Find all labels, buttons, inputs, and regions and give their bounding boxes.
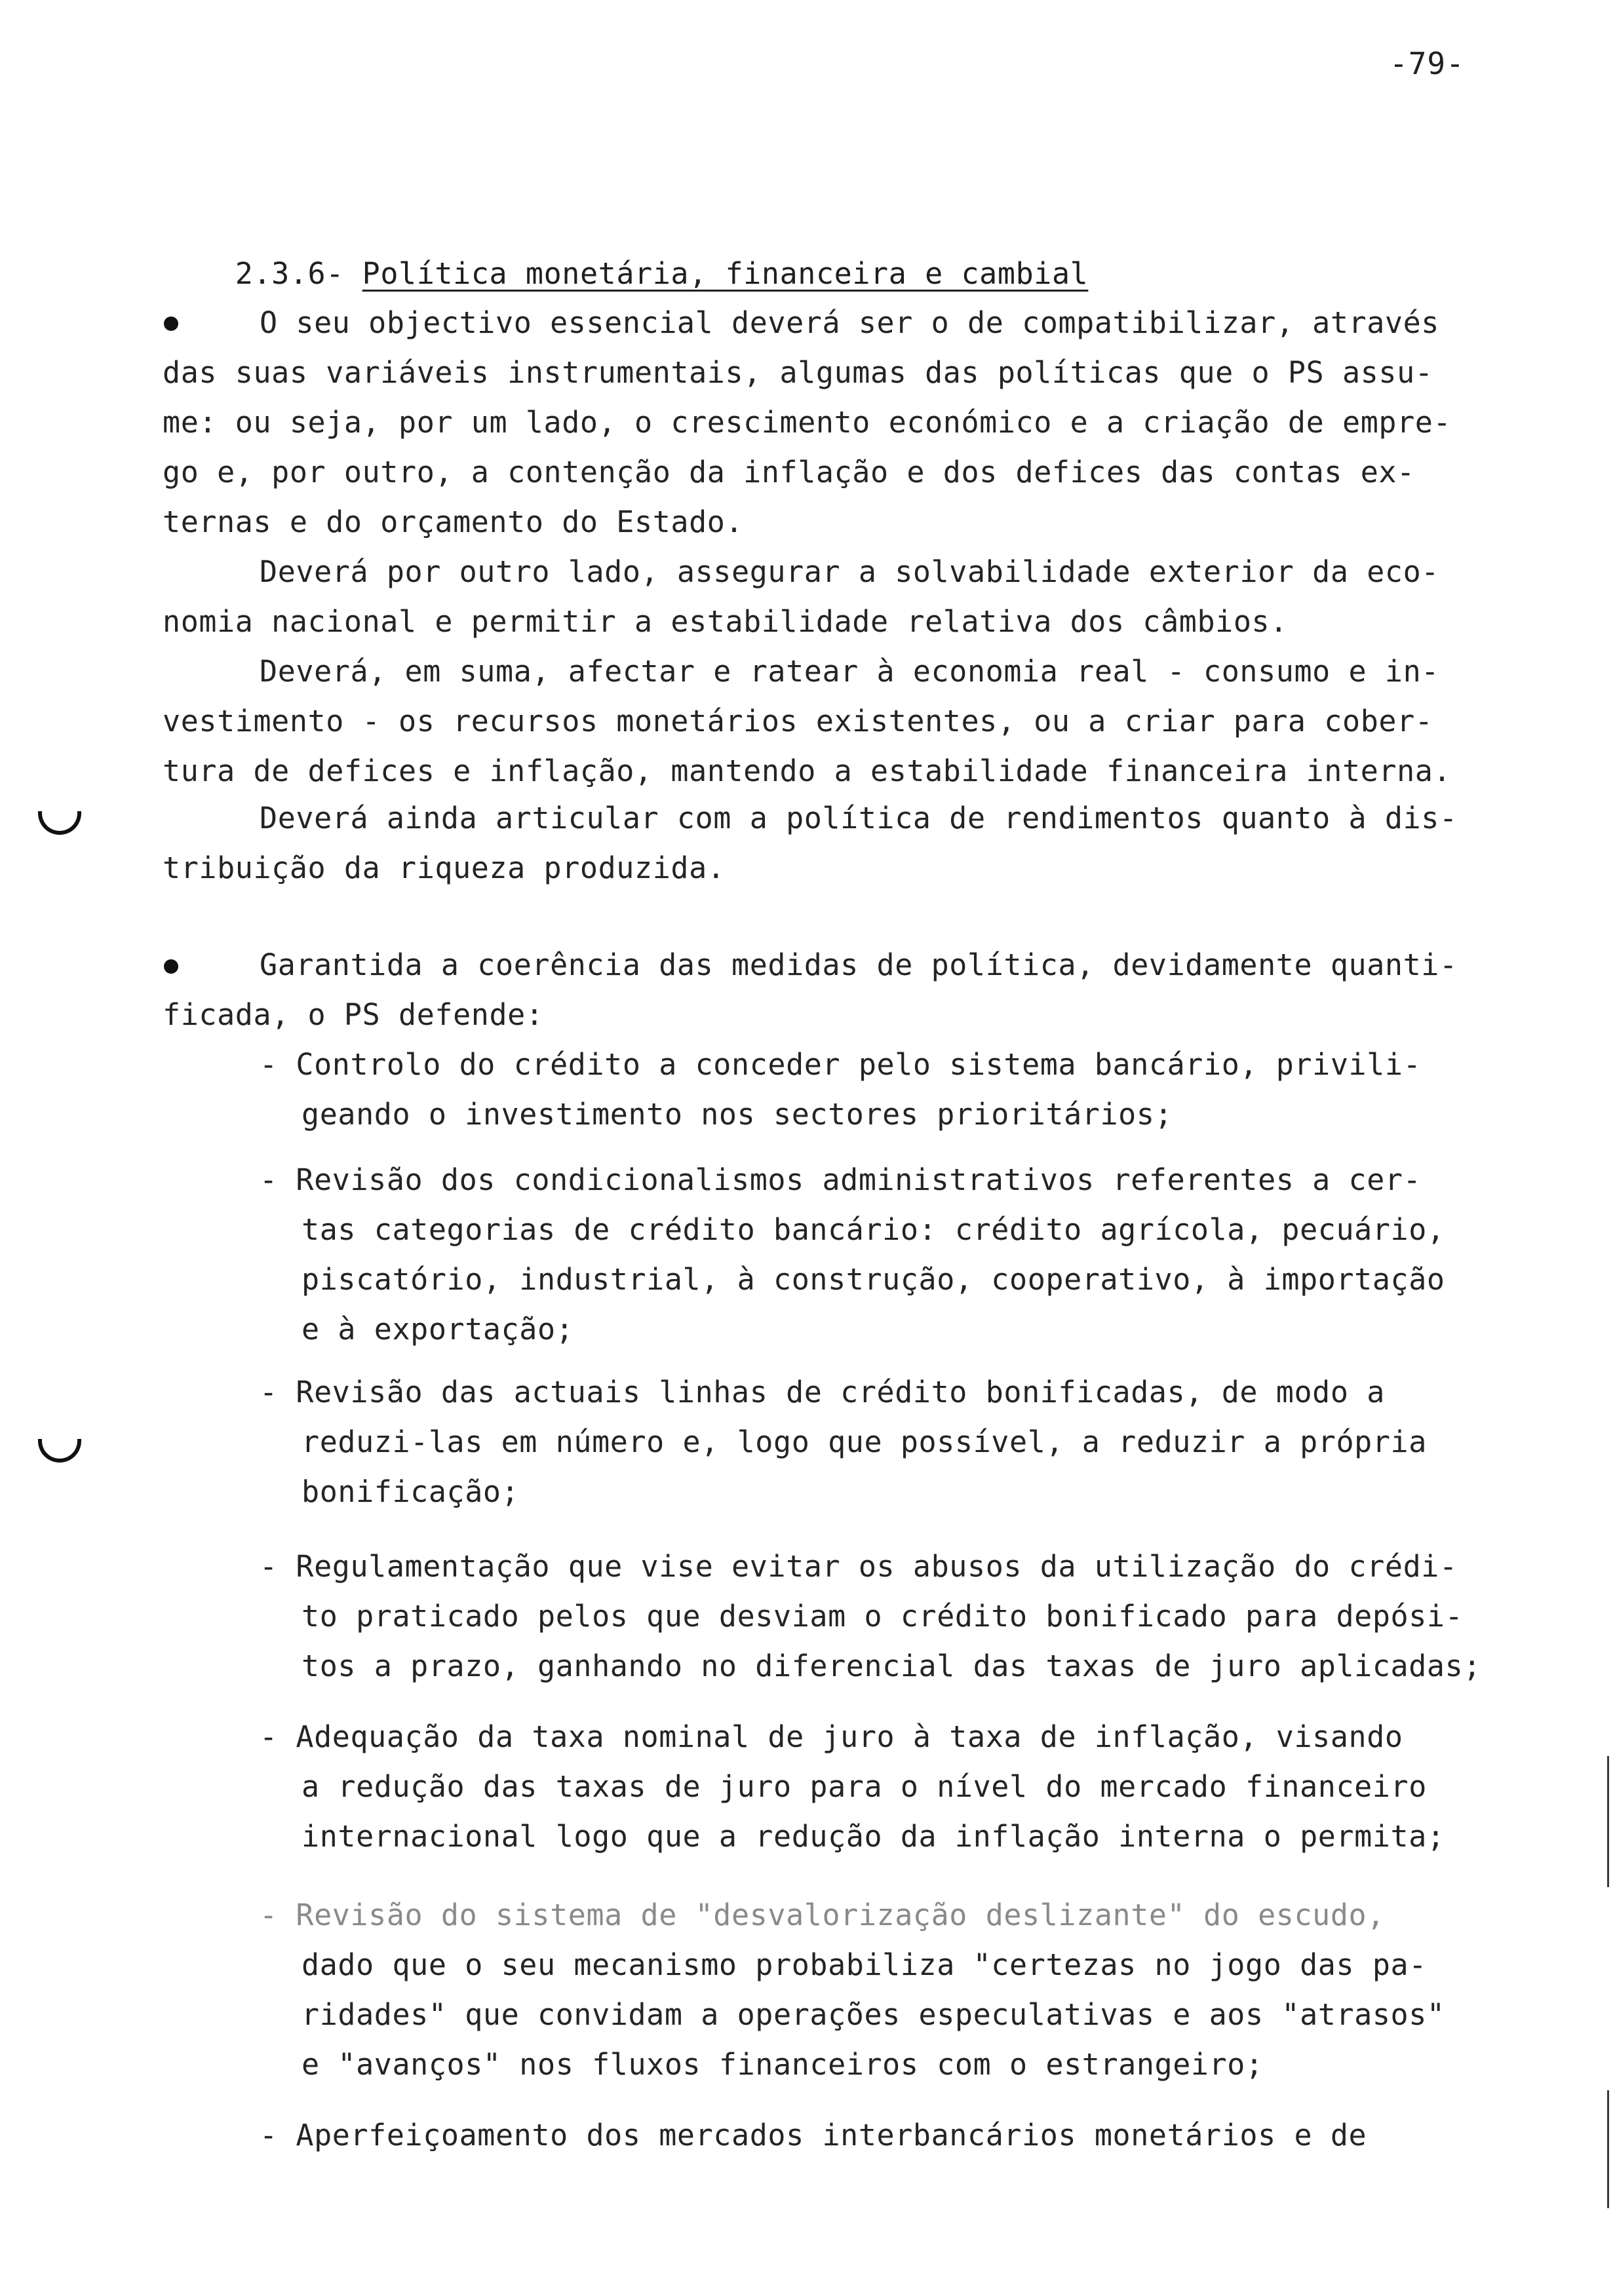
measure-line: bonificação;: [302, 1474, 520, 1509]
bullet-point: [164, 316, 178, 331]
paragraph-line: vestimento - os recursos monetários existentes, ou a criar para cober-: [163, 704, 1433, 738]
measure-line: - Revisão das actuais linhas de crédito bonificadas, de modo a: [260, 1375, 1385, 1409]
paragraph-line: Deverá, em suma, afectar e ratear à economia real - consumo e in-: [260, 654, 1439, 689]
measure-line: tos a prazo, ganhando no diferencial das taxas de juro aplicadas;: [302, 1649, 1481, 1683]
measure-line: e "avanços" nos fluxos financeiros com o estrangeiro;: [302, 2047, 1264, 2082]
measure-line: - Aperfeiçoamento dos mercados interbancários monetários e de: [260, 2118, 1367, 2152]
margin-tick-mark: [38, 1439, 81, 1463]
measure-line: - Controlo do crédito a conceder pelo sistema bancário, privili-: [260, 1047, 1422, 1082]
paragraph-line: ternas e do orçamento do Estado.: [163, 505, 744, 539]
margin-tick-mark: [38, 811, 81, 835]
paragraph-line: go e, por outro, a contenção da inflação e dos defices das contas ex-: [163, 455, 1415, 489]
measure-line: tas categorias de crédito bancário: crédito agrícola, pecuário,: [302, 1212, 1445, 1247]
scan-edge-line: [1607, 1756, 1609, 1887]
paragraph-line: nomia nacional e permitir a estabilidade relativa dos câmbios.: [163, 604, 1288, 639]
section-number: 2.3.6-: [235, 256, 344, 291]
measure-line: - Regulamentação que vise evitar os abusos da utilização do crédi-: [260, 1549, 1458, 1584]
measure-line: internacional logo que a redução da inflação interna o permita;: [302, 1819, 1445, 1854]
measure-line: dado que o seu mecanismo probabiliza "certezas no jogo das pa-: [302, 1947, 1427, 1982]
paragraph-line: me: ou seja, por um lado, o crescimento económico e a criação de empre-: [163, 405, 1452, 440]
paragraph-line: tura de defices e inflação, mantendo a estabilidade financeira interna.: [163, 754, 1452, 788]
page-number: -79-: [1390, 46, 1465, 81]
measure-line: to praticado pelos que desviam o crédito bonificado para depósi-: [302, 1599, 1464, 1634]
paragraph-line: Deverá por outro lado, assegurar a solvabilidade exterior da eco-: [260, 554, 1439, 589]
measure-line: - Revisão do sistema de "desvalorização deslizante" do escudo,: [260, 1898, 1385, 1932]
paragraph-line: tribuição da riqueza produzida.: [163, 851, 726, 885]
measure-line: piscatório, industrial, à construção, cooperativo, à importação: [302, 1262, 1445, 1297]
section-title: Política monetária, financeira e cambial: [362, 256, 1089, 291]
paragraph-line: ficada, o PS defende:: [163, 997, 544, 1032]
measure-line: ridades" que convidam a operações especulativas e aos "atrasos": [302, 1997, 1445, 2032]
paragraph-line: das suas variáveis instrumentais, algumas das políticas que o PS assu-: [163, 355, 1433, 390]
bullet-point: [164, 959, 178, 974]
paragraph-line: O seu objectivo essencial deverá ser o de compatibilizar, através: [260, 305, 1439, 340]
measure-line: geando o investimento nos sectores prioritários;: [302, 1097, 1173, 1132]
scan-edge-line: [1607, 2090, 1609, 2208]
measure-line: a redução das taxas de juro para o nível do mercado financeiro: [302, 1769, 1427, 1804]
measure-line: - Revisão dos condicionalismos administrativos referentes a cer-: [260, 1162, 1422, 1197]
paragraph-line: Garantida a coerência das medidas de política, devidamente quanti-: [260, 947, 1458, 982]
measure-line: - Adequação da taxa nominal de juro à taxa de inflação, visando: [260, 1719, 1403, 1754]
paragraph-line: Deverá ainda articular com a política de rendimentos quanto à dis-: [260, 801, 1458, 835]
measure-line: reduzi-las em número e, logo que possível, a reduzir a própria: [302, 1425, 1427, 1459]
measure-line: e à exportação;: [302, 1312, 574, 1347]
